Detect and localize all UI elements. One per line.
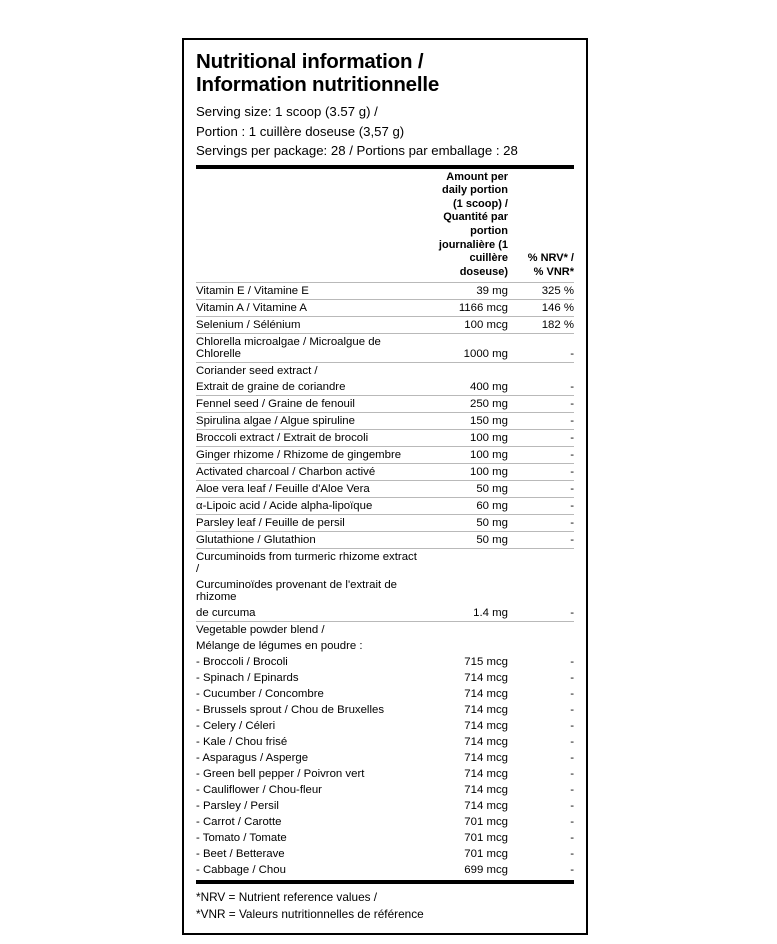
row-amount: 714 mcg: [464, 671, 508, 684]
row-amount: 1.4 mg: [422, 605, 508, 622]
table-row: [196, 577, 574, 605]
row-nutrient-name: - Carrot / Carotte: [196, 815, 282, 828]
row-nutrient-name: - Brussels sprout / Chou de Bruxelles: [196, 703, 385, 716]
row-nutrient-name: Spirulina algae / Algue spiruline: [196, 412, 422, 429]
row-amount: 714 mcg: [464, 783, 508, 796]
row-nutrient-name: Extrait de graine de coriandre: [196, 379, 422, 396]
row-nutrient-name: Mélange de légumes en poudre :: [196, 639, 363, 652]
table-row: [196, 702, 574, 718]
row-amount: 714 mcg: [464, 799, 508, 812]
nutrition-rows: [196, 282, 574, 878]
row-nrv: -: [570, 847, 574, 860]
table-row: [196, 654, 574, 670]
row-nutrient-name: Selenium / Sélénium: [196, 316, 422, 333]
row-nrv: -: [508, 480, 574, 497]
table-row: [196, 395, 574, 412]
row-nutrient-name: Vegetable powder blend /: [196, 623, 325, 636]
table-row: [196, 846, 574, 862]
row-amount: 50 mg: [422, 531, 508, 548]
row-amount: [422, 577, 508, 605]
table-row: [196, 798, 574, 814]
row-amount: 1000 mg: [422, 333, 508, 362]
row-nutrient-name: - Broccoli / Brocoli: [196, 655, 288, 668]
row-nrv: -: [508, 429, 574, 446]
row-nrv: -: [508, 333, 574, 362]
row-nrv: -: [508, 412, 574, 429]
row-amount: 400 mg: [422, 379, 508, 396]
row-nrv: [508, 577, 574, 605]
row-amount: 714 mcg: [464, 767, 508, 780]
table-row: [196, 830, 574, 846]
row-nrv: -: [508, 531, 574, 548]
row-amount: [422, 362, 508, 379]
row-nrv: -: [570, 783, 574, 796]
row-amount: 100 mg: [422, 429, 508, 446]
row-nrv: [508, 362, 574, 379]
row-nrv: [508, 638, 574, 654]
row-nutrient-name: Curcuminoids from turmeric rhizome extract /: [196, 550, 417, 575]
row-nutrient-name: Vitamin A / Vitamine A: [196, 299, 422, 316]
row-nrv: [508, 548, 574, 577]
row-amount: [422, 548, 508, 577]
row-amount: 714 mcg: [464, 751, 508, 764]
row-amount: 250 mg: [422, 395, 508, 412]
row-nrv: 182 %: [508, 316, 574, 333]
row-nutrient-name: Glutathione / Glutathion: [196, 531, 422, 548]
table-row: [196, 605, 574, 622]
row-amount: 100 mg: [422, 446, 508, 463]
table-row: [196, 782, 574, 798]
row-nrv: [508, 621, 574, 638]
row-nrv: -: [508, 446, 574, 463]
table-header-row: [196, 169, 574, 283]
row-nrv: -: [570, 703, 574, 716]
header-amount-line-3: journalière (1 cuillère doseuse): [438, 238, 508, 278]
table-row: [196, 282, 574, 299]
row-nrv: -: [570, 687, 574, 700]
row-nutrient-name: - Kale / Chou frisé: [196, 735, 288, 748]
table-row: [196, 299, 574, 316]
row-nutrient-name: - Green bell pepper / Poivron vert: [196, 767, 365, 780]
row-amount: 39 mg: [422, 282, 508, 299]
servings-per-package: Servings per package: 28 / Portions par emballage : 28: [196, 143, 518, 159]
table-row: [196, 333, 574, 362]
row-amount: [422, 638, 508, 654]
row-nrv: -: [570, 831, 574, 844]
row-nutrient-name: Vitamin E / Vitamine E: [196, 282, 422, 299]
row-nutrient-name: - Asparagus / Asperge: [196, 751, 309, 764]
row-nutrient-name: Parsley leaf / Feuille de persil: [196, 514, 422, 531]
table-row: [196, 862, 574, 878]
header-amount: [422, 169, 508, 283]
row-nrv: -: [508, 497, 574, 514]
serving-info: [196, 102, 574, 160]
serving-size-fr: Portion : 1 cuillère doseuse (3,57 g): [196, 123, 405, 139]
row-nrv: -: [570, 655, 574, 668]
row-nutrient-name: - Spinach / Epinards: [196, 671, 299, 684]
row-amount: 100 mcg: [422, 316, 508, 333]
row-amount: 50 mg: [422, 480, 508, 497]
row-nrv: -: [570, 719, 574, 732]
row-nrv: -: [570, 815, 574, 828]
row-amount: 1166 mcg: [422, 299, 508, 316]
header-amount-line-1: Amount per daily portion: [442, 170, 508, 197]
row-nrv: -: [570, 863, 574, 876]
table-row: [196, 718, 574, 734]
row-nutrient-name: Broccoli extract / Extrait de brocoli: [196, 429, 422, 446]
row-nrv: -: [508, 463, 574, 480]
row-nutrient-name: - Tomato / Tomate: [196, 831, 287, 844]
footnote-fr: *VNR = Valeurs nutritionnelles de référence: [196, 906, 424, 921]
row-nutrient-name: Chlorella microalgae / Microalgue de Chlorelle: [196, 333, 422, 362]
header-nrv-line-1: % NRV* /: [527, 252, 574, 265]
row-amount: 701 mcg: [464, 815, 508, 828]
row-nrv: -: [508, 395, 574, 412]
row-nrv: -: [508, 605, 574, 622]
header-nrv: [508, 169, 574, 283]
nutrition-label-panel: [182, 38, 588, 935]
row-nrv: -: [570, 735, 574, 748]
row-nutrient-name: - Cucumber / Concombre: [196, 687, 324, 700]
row-nutrient-name: - Cauliflower / Chou-fleur: [196, 783, 322, 796]
nutrition-table: [196, 169, 574, 878]
table-row: [196, 621, 574, 638]
row-nutrient-name: de curcuma: [196, 605, 422, 622]
row-amount: 701 mcg: [464, 847, 508, 860]
row-nutrient-name: Curcuminoïdes provenant de l'extrait de rhizome: [196, 578, 397, 603]
table-row: [196, 531, 574, 548]
row-nutrient-name: - Beet / Betterave: [196, 847, 285, 860]
table-row: [196, 316, 574, 333]
row-nrv: -: [570, 799, 574, 812]
table-row: [196, 514, 574, 531]
row-amount: 714 mcg: [464, 687, 508, 700]
table-row: [196, 750, 574, 766]
table-row: [196, 463, 574, 480]
row-amount: 714 mcg: [464, 703, 508, 716]
table-row: [196, 497, 574, 514]
row-nrv: -: [508, 514, 574, 531]
row-amount: 699 mcg: [464, 863, 508, 876]
row-nutrient-name: - Cabbage / Chou: [196, 863, 286, 876]
row-amount: 50 mg: [422, 514, 508, 531]
row-nutrient-name: α-Lipoic acid / Acide alpha-lipoïque: [196, 497, 422, 514]
row-amount: 60 mg: [422, 497, 508, 514]
header-amount-line-2: (1 scoop) / Quantité par portion: [443, 197, 508, 238]
table-row: [196, 670, 574, 686]
table-row: [196, 446, 574, 463]
table-row: [196, 379, 574, 396]
table-row: [196, 814, 574, 830]
title-line-fr: Information nutritionnelle: [196, 73, 440, 97]
row-nutrient-name: Aloe vera leaf / Feuille d'Aloe Vera: [196, 480, 422, 497]
row-nrv: -: [508, 379, 574, 396]
row-nutrient-name: Ginger rhizome / Rhizome de gingembre: [196, 446, 422, 463]
footnote-en: *NRV = Nutrient reference values /: [196, 889, 378, 904]
table-row: [196, 734, 574, 750]
serving-size-en: Serving size: 1 scoop (3.57 g) /: [196, 104, 378, 120]
page-title: [196, 50, 574, 96]
row-amount: 150 mg: [422, 412, 508, 429]
table-row: [196, 638, 574, 654]
table-row: [196, 480, 574, 497]
header-spacer: [196, 169, 422, 283]
header-nrv-line-2: % VNR*: [533, 265, 574, 278]
row-amount: 100 mg: [422, 463, 508, 480]
table-row: [196, 548, 574, 577]
row-amount: 701 mcg: [464, 831, 508, 844]
row-nrv: 325 %: [508, 282, 574, 299]
row-nutrient-name: - Parsley / Persil: [196, 799, 279, 812]
table-row: [196, 766, 574, 782]
row-nrv: 146 %: [508, 299, 574, 316]
footnote: [196, 884, 574, 923]
row-amount: 715 mcg: [464, 655, 508, 668]
row-nrv: -: [570, 767, 574, 780]
row-nutrient-name: Activated charcoal / Charbon activé: [196, 463, 422, 480]
row-amount: [422, 621, 508, 638]
row-amount: 714 mcg: [464, 719, 508, 732]
table-row: [196, 362, 574, 379]
title-line-en: Nutritional information /: [196, 50, 424, 73]
row-nutrient-name: Coriander seed extract /: [196, 364, 318, 377]
row-nrv: -: [570, 671, 574, 684]
table-row: [196, 686, 574, 702]
table-row: [196, 429, 574, 446]
table-row: [196, 412, 574, 429]
row-nrv: -: [570, 751, 574, 764]
row-nutrient-name: - Celery / Céleri: [196, 719, 276, 732]
row-nutrient-name: Fennel seed / Graine de fenouil: [196, 395, 422, 412]
row-amount: 714 mcg: [464, 735, 508, 748]
